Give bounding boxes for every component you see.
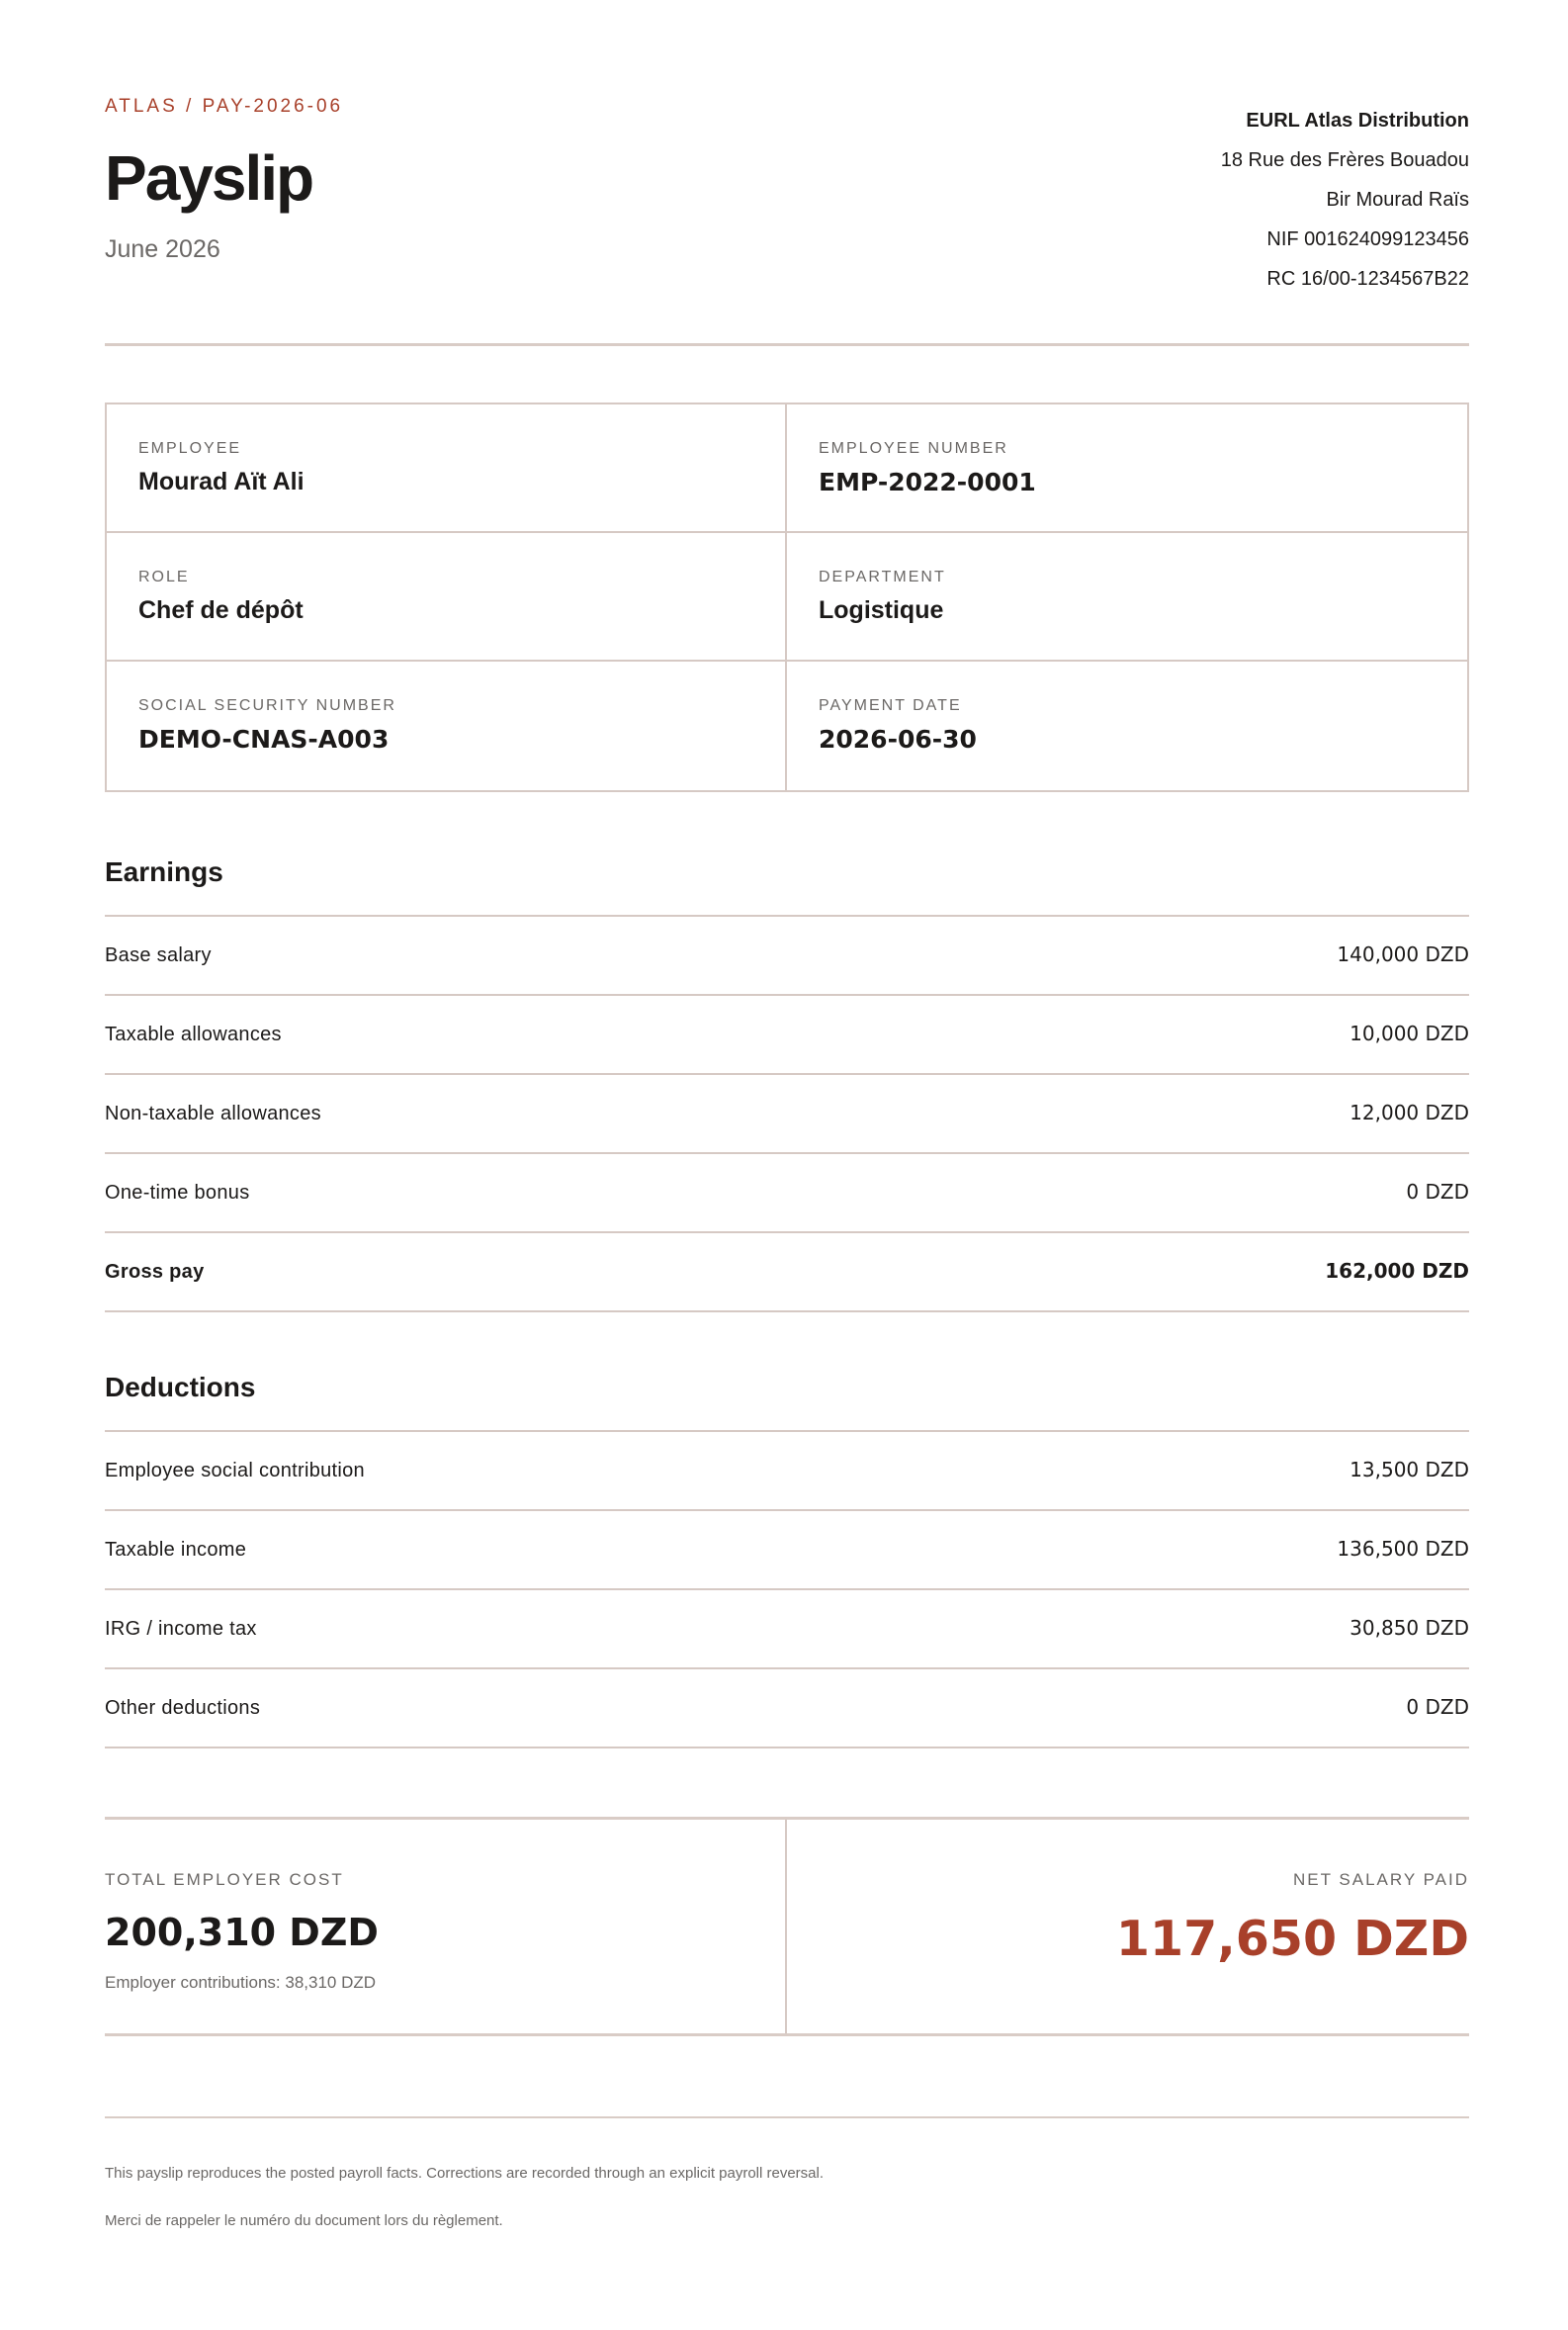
info-cell-department bbox=[787, 533, 1467, 662]
company-nif: NIF 001624099123456 bbox=[1266, 228, 1469, 250]
totals-divider bbox=[785, 1820, 787, 2033]
earnings-row bbox=[105, 996, 1469, 1075]
employee-name: Mourad Aït Ali bbox=[138, 468, 305, 495]
line-label: Taxable allowances bbox=[105, 1024, 282, 1045]
earnings-heading: Earnings bbox=[105, 856, 223, 887]
info-cell-social-security bbox=[107, 662, 787, 790]
deductions-heading: Deductions bbox=[105, 1372, 256, 1402]
footer-note-reference: Merci de rappeler le numéro du document lors du règlement. bbox=[105, 2212, 503, 2229]
line-label: One-time bonus bbox=[105, 1182, 250, 1204]
gross-pay-amount: 162,000 DZD bbox=[1325, 1259, 1469, 1283]
deductions-row bbox=[105, 1432, 1469, 1511]
company-name: EURL Atlas Distribution bbox=[1246, 110, 1469, 132]
line-amount: 140,000 DZD bbox=[1337, 942, 1469, 966]
info-label: PAYMENT DATE bbox=[819, 697, 962, 714]
info-label: DEPARTMENT bbox=[819, 569, 946, 585]
line-amount: 136,500 DZD bbox=[1337, 1537, 1469, 1561]
earnings-row bbox=[105, 1154, 1469, 1233]
line-amount: 30,850 DZD bbox=[1350, 1616, 1469, 1640]
line-amount: 0 DZD bbox=[1406, 1180, 1469, 1204]
totals-panel bbox=[105, 1817, 1469, 2036]
company-address-line-2: Bir Mourad Raïs bbox=[1326, 189, 1469, 211]
company-rc: RC 16/00-1234567B22 bbox=[1266, 268, 1469, 290]
info-label: ROLE bbox=[138, 569, 190, 585]
info-label: EMPLOYEE bbox=[138, 440, 242, 457]
line-amount: 10,000 DZD bbox=[1350, 1022, 1469, 1045]
line-label: Base salary bbox=[105, 944, 212, 966]
footer-note-reversal: This payslip reproduces the posted payroll facts. Corrections are recorded through an explicit payroll reversal. bbox=[105, 2165, 825, 2182]
employee-number: EMP-2022-0001 bbox=[819, 468, 1036, 496]
line-amount: 0 DZD bbox=[1406, 1695, 1469, 1719]
info-label: SOCIAL SECURITY NUMBER bbox=[138, 697, 396, 714]
employer-contributions-note: Employer contributions: 38,310 DZD bbox=[105, 1973, 377, 1992]
employee-role: Chef de dépôt bbox=[138, 596, 304, 624]
line-label: Other deductions bbox=[105, 1697, 261, 1719]
header-divider bbox=[105, 343, 1469, 346]
net-salary-label: NET SALARY PAID bbox=[1292, 1870, 1469, 1889]
employer-cost-label: TOTAL EMPLOYER COST bbox=[105, 1870, 344, 1889]
pay-period: June 2026 bbox=[105, 235, 220, 263]
line-label: Non-taxable allowances bbox=[105, 1103, 321, 1124]
payment-date: 2026-06-30 bbox=[819, 725, 977, 754]
page-title: Payslip bbox=[105, 142, 313, 214]
info-cell-employee-number bbox=[787, 404, 1467, 533]
earnings-row bbox=[105, 1075, 1469, 1154]
line-label: Taxable income bbox=[105, 1539, 247, 1561]
company-address-line-1: 18 Rue des Frères Bouadou bbox=[1220, 149, 1469, 171]
info-label: EMPLOYEE NUMBER bbox=[819, 440, 1008, 457]
gross-pay-row bbox=[105, 1233, 1469, 1312]
info-cell-employee bbox=[107, 404, 787, 533]
net-salary-value: 117,650 DZD bbox=[1115, 1911, 1469, 1967]
earnings-table bbox=[105, 915, 1469, 1312]
line-label: IRG / income tax bbox=[105, 1618, 257, 1640]
document-reference: ATLAS / PAY-2026-06 bbox=[105, 96, 344, 117]
earnings-row bbox=[105, 917, 1469, 996]
line-label: Employee social contribution bbox=[105, 1460, 365, 1481]
info-cell-payment-date bbox=[787, 662, 1467, 790]
employer-cost-value: 200,310 DZD bbox=[105, 1911, 379, 1954]
deductions-row bbox=[105, 1669, 1469, 1748]
social-security-number: DEMO-CNAS-A003 bbox=[138, 725, 390, 754]
line-amount: 12,000 DZD bbox=[1350, 1101, 1469, 1124]
deductions-row bbox=[105, 1590, 1469, 1669]
deductions-row bbox=[105, 1511, 1469, 1590]
footer-divider bbox=[105, 2116, 1469, 2118]
employee-info-grid bbox=[105, 403, 1469, 792]
employee-department: Logistique bbox=[819, 596, 944, 624]
company-block bbox=[1221, 101, 1469, 299]
info-cell-role bbox=[107, 533, 787, 662]
deductions-table bbox=[105, 1430, 1469, 1748]
line-amount: 13,500 DZD bbox=[1350, 1458, 1469, 1481]
gross-pay-label: Gross pay bbox=[105, 1261, 205, 1283]
